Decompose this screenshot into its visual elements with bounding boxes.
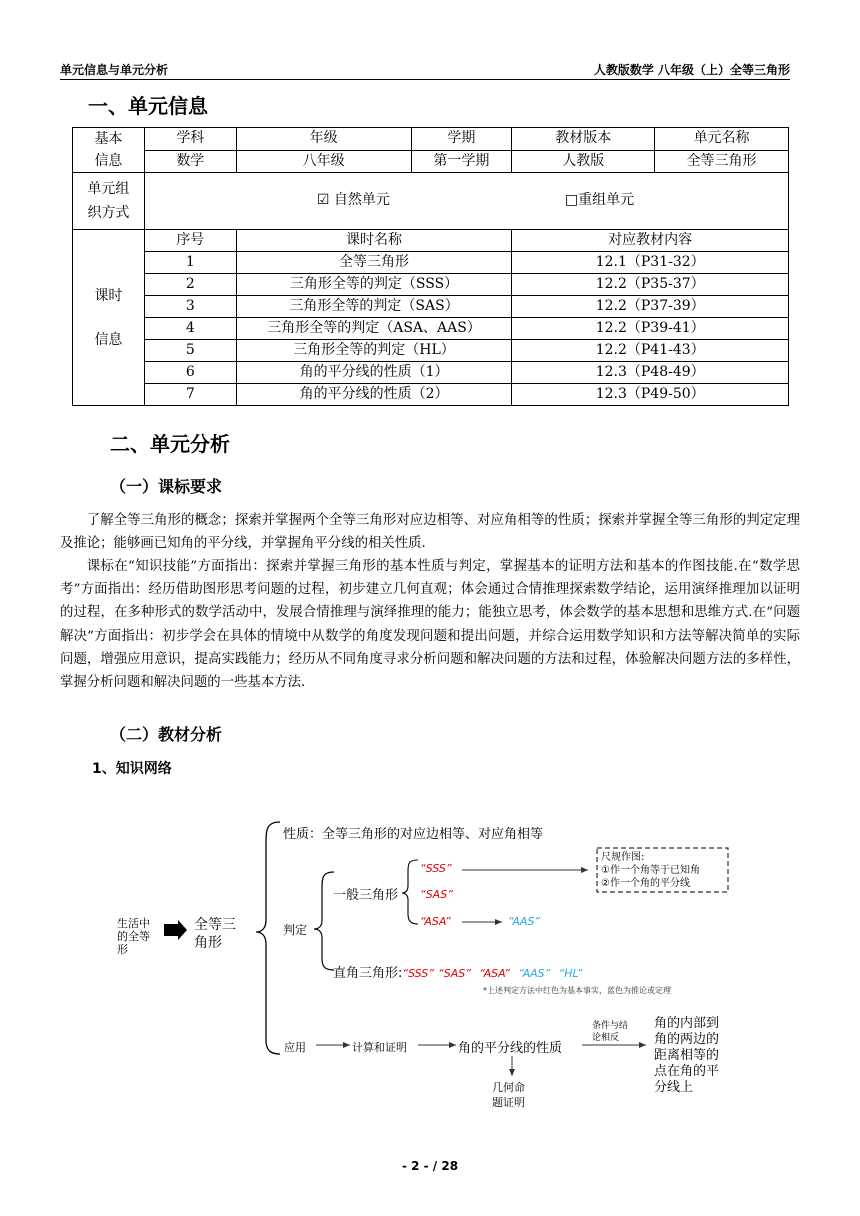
bisector-property-node: 角的平分线的性质: [458, 1041, 563, 1056]
value-edition: 人教版: [512, 150, 655, 173]
header-unit-name: 单元名称: [655, 128, 789, 151]
main-brace: [256, 822, 280, 1054]
right-sas: “SAS”: [438, 967, 471, 980]
sas-basic: “SAS”: [420, 888, 453, 901]
application-node: 应用: [284, 1041, 306, 1054]
lesson-no: 3: [144, 296, 236, 318]
value-unit-name: 全等三角形: [655, 150, 789, 173]
right-hl: “HL”: [558, 967, 583, 980]
lesson-header-no: 序号: [144, 230, 236, 252]
lesson-no: 6: [144, 362, 236, 384]
lesson-no: 5: [144, 340, 236, 362]
lesson-header-content: 对应教材内容: [512, 230, 789, 252]
lesson-name: 三角形全等的判定（HL）: [236, 340, 512, 362]
main-arrow-icon: [164, 920, 187, 940]
lesson-no: 7: [144, 384, 236, 406]
basic-info-label-line1: 基本: [94, 131, 123, 147]
org-recombined-option: □重组单元: [564, 192, 635, 208]
lesson-name: 三角形全等的判定（ASA、AAS）: [236, 318, 512, 340]
page-number: - 2 - / 28: [401, 1159, 459, 1173]
lesson-content: 12.2（P39-41）: [512, 318, 789, 340]
congruent-triangle-node: [194, 916, 236, 952]
value-grade: 八年级: [236, 150, 411, 173]
value-term: 第一学期: [411, 150, 512, 173]
congruent-line2: 角形: [194, 935, 222, 951]
right-aas: “AAS”: [518, 967, 551, 980]
lesson-label-line1: 课时: [94, 287, 123, 304]
sss-basic: “SSS”: [420, 862, 452, 875]
construct-text: [601, 851, 700, 890]
congruent-line1: 全等三: [194, 917, 236, 933]
right-asa: “ASA”: [479, 967, 510, 980]
life-line1: 生活中: [117, 917, 150, 930]
lesson-name: 三角形全等的判定（SSS）: [236, 274, 512, 296]
life-line3: 形: [117, 943, 128, 956]
converse-conclusion-node: [654, 1016, 719, 1096]
curriculum-paragraph-1: 了解全等三角形的概念；探索并掌握两个全等三角形对应边相等、对应角相等的性质；探索并掌握全等三角形的判定定理及推论；能够画已知角的平分线，并掌握角平分线的相关性质.: [60, 513, 800, 552]
lesson-name: 角的平分线的性质（2）: [236, 384, 512, 406]
header-subject: 学科: [144, 128, 236, 151]
right-sss: “SSS”: [402, 967, 434, 980]
lesson-no: 1: [144, 252, 236, 274]
geo-line1: 几何命: [492, 1081, 525, 1094]
header-grade: 年级: [236, 128, 411, 151]
value-subject: 数学: [144, 150, 236, 173]
subsection2-title: （二）教材分析: [110, 725, 223, 744]
org-label-line2: 织方式: [87, 205, 130, 221]
conclusion-line3: 距离相等的: [654, 1048, 720, 1063]
org-label-line1: 单元组: [87, 181, 130, 197]
cond-line2: 论相反: [592, 1033, 620, 1043]
lesson-content: 12.3（P49-50）: [512, 384, 789, 406]
lesson-header-name: 课时名称: [236, 230, 512, 252]
subsection1-title: （一）课标要求: [110, 477, 223, 496]
general-triangle-brace: [402, 860, 418, 924]
condition-reverse-label: [592, 1020, 628, 1044]
asa-basic: “ASA”: [420, 915, 451, 928]
lesson-name: 全等三角形: [236, 252, 512, 274]
right-triangle-node: [333, 962, 582, 981]
judge-brace: [314, 872, 334, 970]
general-triangle-node: 一般三角形: [333, 888, 399, 903]
geo-line2: 题证明: [492, 1096, 525, 1109]
construct-item-1: ①作一个角等于已知角: [601, 865, 700, 876]
lesson-label-line2: 信息: [94, 331, 123, 348]
conclusion-line1: 角的内部到: [654, 1016, 720, 1031]
cond-line1: 条件与结: [592, 1021, 629, 1031]
aas-theorem: “AAS”: [508, 915, 541, 928]
right-triangle-label: 直角三角形:: [333, 966, 403, 981]
geometry-proof-node: [492, 1080, 525, 1110]
property-node: 性质：全等三角形的对应边相等、对应角相等: [283, 827, 544, 842]
header-term: 学期: [411, 128, 512, 151]
section2-title: 二、单元分析: [110, 432, 230, 456]
lesson-content: 12.1（P31-32）: [512, 252, 789, 274]
lesson-name: 角的平分线的性质（1）: [236, 362, 512, 384]
lesson-no: 2: [144, 274, 236, 296]
construct-title: 尺规作图:: [601, 852, 645, 863]
lesson-no: 4: [144, 318, 236, 340]
color-note: *上述判定方法中红色为基本事实，蓝色为推论或定理: [483, 986, 671, 995]
judge-node: 判定: [283, 923, 308, 937]
lesson-content: 12.3（P48-49）: [512, 362, 789, 384]
basic-info-label-line2: 信息: [94, 153, 123, 169]
lesson-content: 12.2（P35-37）: [512, 274, 789, 296]
conclusion-line4: 点在角的平: [654, 1064, 720, 1079]
header-left: 单元信息与单元分析: [60, 63, 169, 77]
lesson-content: 12.2（P37-39）: [512, 296, 789, 318]
lesson-content: 12.2（P41-43）: [512, 340, 789, 362]
org-natural-option: ☑ 自然单元: [316, 192, 390, 208]
section1-title: 一、单元信息: [88, 94, 208, 118]
life-congruence-label: [117, 917, 150, 956]
construct-item-2: ②作一个角的平分线: [601, 878, 690, 889]
curriculum-paragraph-2: 课标在“知识技能”方面指出：探索并掌握三角形的基本性质与判定，掌握基本的证明方法和基本的作图技能.在“数学思考”方面指出：经历借助图形思考问题的过程，初步建立几何直观；体会通过合情推理探索数学结论，运用演绎推理加以证明的过程，在多种形式的数学活动中，发展合情推理与演绎推理的能力；能独立思考，体会数学的基本思想和思维方式.在“问题解决”方面指出：初步学会在具体的情境中从数学的角度发现问题和提出问题，并综合运用数学知识和方法等解决简单的实际问题，增强应用意识，提高实践能力；经历从不同角度寻求分析问题和解决问题的方法和过程，体验解决问题方法的多样性，掌握分析问题和解决问题的一些基本方法.: [60, 559, 800, 691]
lesson-name: 三角形全等的判定（SAS）: [236, 296, 512, 318]
knowledge-network-title: 1、知识网络: [92, 761, 172, 777]
life-line2: 的全等: [117, 930, 150, 943]
calc-proof-node: 计算和证明: [352, 1041, 407, 1054]
header-right: 人教版数学 八年级（上）全等三角形: [593, 63, 790, 77]
conclusion-line2: 角的两边的: [654, 1032, 720, 1047]
header-edition: 教材版本: [512, 128, 655, 151]
conclusion-line5: 分线上: [654, 1080, 694, 1095]
